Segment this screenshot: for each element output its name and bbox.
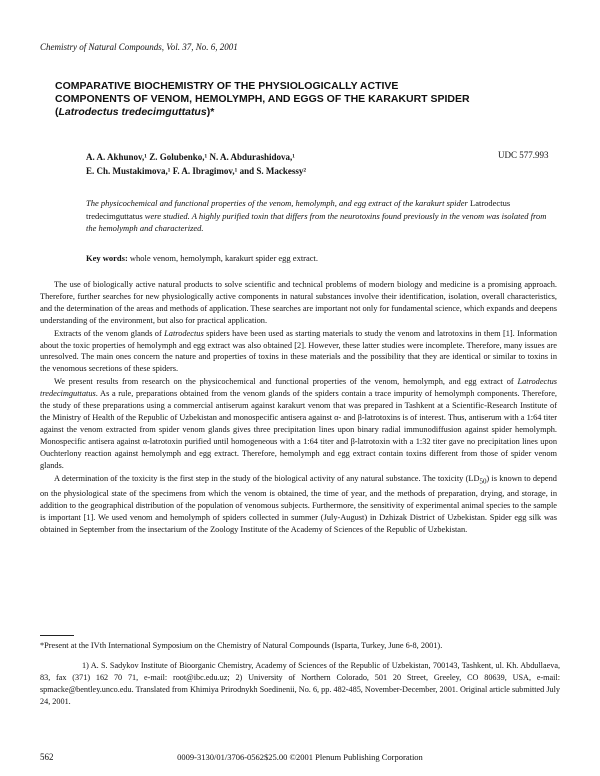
- p3-text-b: . As a rule, preparations obtained from the venom glands of the spiders contain a trace impurity of hemolymph components. Therefore, the study of these preparations using a commercial antiserum against karakurt venom that was prepared in Tashkent at a Scientific-Research Institute of the Ministry of Health of the Republic of Uzbekistan and monospecific antisera against α- and β-latrotoxins is of interest. Thus, antiserum with a 1:64 titer against the venom extracted from spider venom glands gives three precipitation lines upon binary radial immunodiffusion against spider hemolymph. Monospecific antisera against α-latrotoxin purified until homogeneous with a 1:64 titer and β-latrotoxin with a 1:32 titer gave no precipitation lines upon Ouchterlony reaction against hemolymph and egg extract. Therefore, hemolymph and egg extract contain toxins different from those of spider venom glands.: [40, 389, 557, 470]
- author-list: [86, 150, 486, 178]
- title-tail: )*: [206, 106, 215, 118]
- p3-species: Latrodectus tredecimguttatus: [40, 377, 557, 399]
- affiliations: [40, 660, 560, 708]
- journal-header: Chemistry of Natural Compounds, Vol. 37, No. 6, 2001: [40, 42, 238, 52]
- paragraph-4: [40, 473, 557, 536]
- copyright-line: 0009-3130/01/3706-0562$25.00 ©2001 Plenum Publishing Corporation: [177, 752, 423, 762]
- title-species: Latrodectus tredecimguttatus: [58, 106, 207, 118]
- p2-text-b: spiders have been used as starting materials to study the venom and latrotoxins in them [1]. Information about the toxic properties of hemolymph and egg extract was also obtained [2]. However, these latter studies were incomplete. Therefore, many issues are unresolved. The main ones concern the nature and properties of toxins in these materials and the possibility that they are identical or similar to toxins in the venomous secretions of these spiders.: [40, 328, 557, 374]
- abstract: [86, 197, 556, 235]
- affiliations-text: 1) A. S. Sadykov Institute of Bioorganic Chemistry, Academy of Sciences of the Republic of Uzbekistan, 700143, Tashkent, ul. Kh. Abdullaeva, 83, fax (371) 162 70 71, e-mail: root@ibc.edu.uz; 2) University of Northern Colorado, 501 20 Street, Greeley, CO 80639, USA, e-mail: spmacke@bentley.unco.edu. Translated from Khimiya Prirodnykh Soedinenii, No. 6, pp. 482-485, November-December, 2001. Original article submitted July 24, 2001.: [40, 661, 560, 706]
- p2-genus: Latrodectus: [164, 328, 204, 338]
- author-line-1: A. A. Akhunov,¹ Z. Golubenko,¹ N. A. Abdurashidova,¹: [86, 152, 295, 162]
- p4-text-b: ) is known to depend on the physiological state of the specimens from which the venom is obtained, the time of year, and the methods of preparation, drying, and storage, in addition to the geographical distribution of the population of venomous subjects. Furthermore, the sensitivity of experimental animal species to the sample is important [1]. We used venom and hemolymph of spiders collected in summer (July-August) in Dzhizak District of Uzbekistan. Spider egg silk was obtained in September from the insectarium of the Zoology Institute of the Academy of Sciences of the Republic of Uzbekistan.: [40, 473, 557, 534]
- abstract-text-1: The physicochemical and functional properties of the venom, hemolymph, and egg extract of the karakurt spider: [86, 198, 470, 208]
- p4-subscript: 50: [479, 477, 487, 486]
- abstract-text-2: were studied. A highly purified toxin that differs from the neurotoxins found previously in the venom was isolated from the hemolymph and characterized.: [86, 210, 547, 233]
- p2-text-a: Extracts of the venom glands of: [54, 328, 165, 338]
- page-number: 562: [40, 752, 54, 762]
- footnote: *Present at the IVth International Symposium on the Chemistry of Natural Compounds (Isparta, Turkey, June 6-8, 2001).: [40, 641, 443, 650]
- body-text: [40, 279, 557, 537]
- abstract-species: Latrodectus tredecimguttatus: [86, 198, 511, 221]
- footnote-rule: [40, 635, 74, 636]
- paragraph-3: [40, 376, 557, 471]
- article-title: [55, 80, 475, 119]
- keywords: [86, 252, 556, 264]
- p3-text-a: We present results from research on the physicochemical and functional properties of the venom, hemolymph, and egg extract of: [54, 377, 518, 387]
- keywords-label: Key words:: [86, 253, 128, 263]
- keywords-text: whole venom, hemolymph, karakurt spider egg extract.: [127, 253, 319, 263]
- paragraph-2: [40, 328, 557, 376]
- p4-text-a: A determination of the toxicity is the first step in the study of the biological activity of any natural substance. The toxicity (LD: [54, 473, 480, 483]
- title-main: COMPARATIVE BIOCHEMISTRY OF THE PHYSIOLOGICALLY ACTIVE COMPONENTS OF VENOM, HEMOLYMPH, AND EGGS OF THE KARAKURT SPIDER (: [55, 80, 470, 118]
- paragraph-1: The use of biologically active natural products to solve scientific and technical problems of modern biology and medicine is a promising approach. Therefore, further searches for new physiologically active components in natural substances involve their identification, isolation, overall characteristics, and the determination of the areas and methods of application. These searches are important not only for fundamental science, which expands and deepens understanding of the environment, but also for practical application.: [40, 280, 557, 325]
- author-line-2: E. Ch. Mustakimova,¹ F. A. Ibragimov,¹ and S. Mackessy²: [86, 166, 307, 176]
- udc-code: UDC 577.993: [498, 150, 549, 160]
